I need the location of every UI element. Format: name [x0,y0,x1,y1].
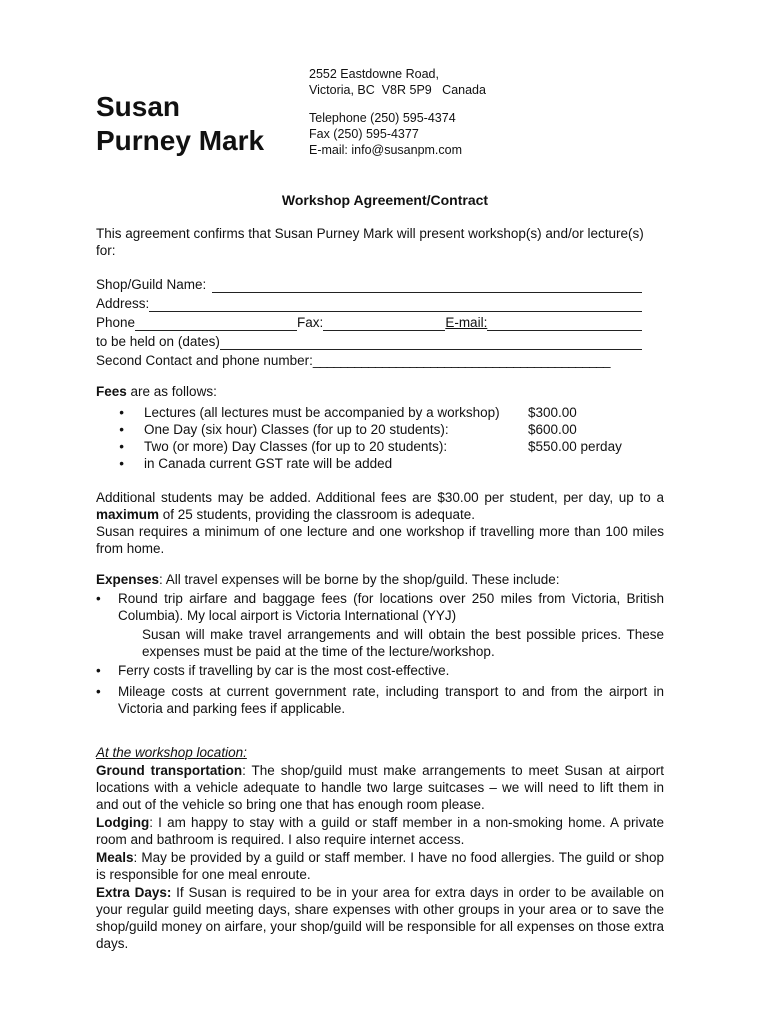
second-contact-label: Second Contact and phone number: [96,353,313,368]
fee-item: • Two (or more) Day Classes (for up to 20 students): $550.00 perday [119,439,622,454]
location-heading: At the workshop location: [96,745,247,760]
address-row [96,293,664,312]
phone-label: Phone [96,315,136,330]
name-line-1: Susan [96,91,181,122]
address-field[interactable] [149,297,642,312]
dates-field[interactable] [220,335,642,350]
address-line-2: Victoria, BC V8R 5P9 Canada [309,83,486,97]
additional-students-paragraph: Additional students may be added. Additional fees are $30.00 per student, per day, up to a maximum of 25 students, providing the classroom is adequate. Susan requires a minimum of one lecture and one workshop if travelling more than 100 miles from home. [96,490,664,556]
dates-row [96,331,664,350]
ground-paragraph: Ground transportation: The shop/guild must make arrangements to meet Susan at airport locations with a vehicle adequate to handle two large suitcases – we will need to lift them in and out of the vehicle so bring one that has enough room please. [96,763,664,812]
fax-field[interactable] [323,316,445,331]
fees-list [96,404,664,472]
second-contact-field[interactable]: ___________________________________________ [312,353,610,368]
shop-name-field[interactable] [212,278,642,293]
expense-item: • Ferry costs if travelling by car is the most cost-effective. [96,663,450,678]
phone-row [96,312,664,331]
second-contact-row [96,350,664,369]
fax: Fax (250) 595-4377 [309,127,419,141]
fees-heading: Fees are as follows: [96,384,217,399]
expense-item: • Mileage costs at current government rate, including transport to and from the airport in Victoria and parking fees if applicable. [96,684,664,716]
fees-section [96,383,664,472]
fee-item: • One Day (six hour) Classes (for up to 20 students): $600.00 [119,422,577,437]
shop-label: Shop/Guild Name: [96,277,207,292]
address-label: Address: [96,296,150,311]
document-title: Workshop Agreement/Contract [281,192,489,208]
phone-field[interactable] [135,316,297,331]
location-section [96,744,664,953]
expense-note: Susan will make travel arrangements and will obtain the best possible prices. These expenses must be paid at the time of the lecture/workshop. [142,627,664,659]
client-form [96,274,664,369]
email: E-mail: info@susanpm.com [309,143,463,157]
company-name [96,90,264,158]
fee-item: • Lectures (all lectures must be accompanied by a workshop) $300.00 [119,405,577,420]
expenses-section [96,571,664,717]
shop-row [96,274,664,293]
contact-block [309,66,486,158]
expense-item: • Round trip airfare and baggage fees (for locations over 250 miles from Victoria, British Columbia). My local airport is Victoria International (YYJ) [96,591,664,623]
email-label: E-mail: [445,315,488,330]
name-line-2: Purney Mark [96,125,265,156]
expenses-heading: Expenses: All travel expenses will be borne by the shop/guild. These include: [96,572,560,587]
extra-days-paragraph: Extra Days: If Susan is required to be in your area for extra days in order to be available on your regular guild meeting days, share expenses with other groups in your area or to save the shop/guild money on airfare, your shop/guild will be responsible for all expenses on those extra days. [96,885,664,951]
telephone: Telephone (250) 595-4374 [309,111,456,125]
fax-label: Fax: [297,315,324,330]
fee-item: • in Canada current GST rate will be added [119,456,393,471]
address-line-1: 2552 Eastdowne Road, [309,67,439,81]
email-field[interactable] [487,316,642,331]
lodging-paragraph: Lodging: I am happy to stay with a guild or staff member in a non-smoking home. A private room and bathroom is required. I also require internet access. [96,815,664,847]
dates-label: to be held on (dates) [96,334,220,349]
meals-paragraph: Meals: May be provided by a guild or staff member. I have no food allergies. The guild or shop is responsible for one meal enroute. [96,850,664,882]
intro-paragraph: This agreement confirms that Susan Purney Mark will present workshop(s) and/or lecture(s) for: [96,226,644,258]
